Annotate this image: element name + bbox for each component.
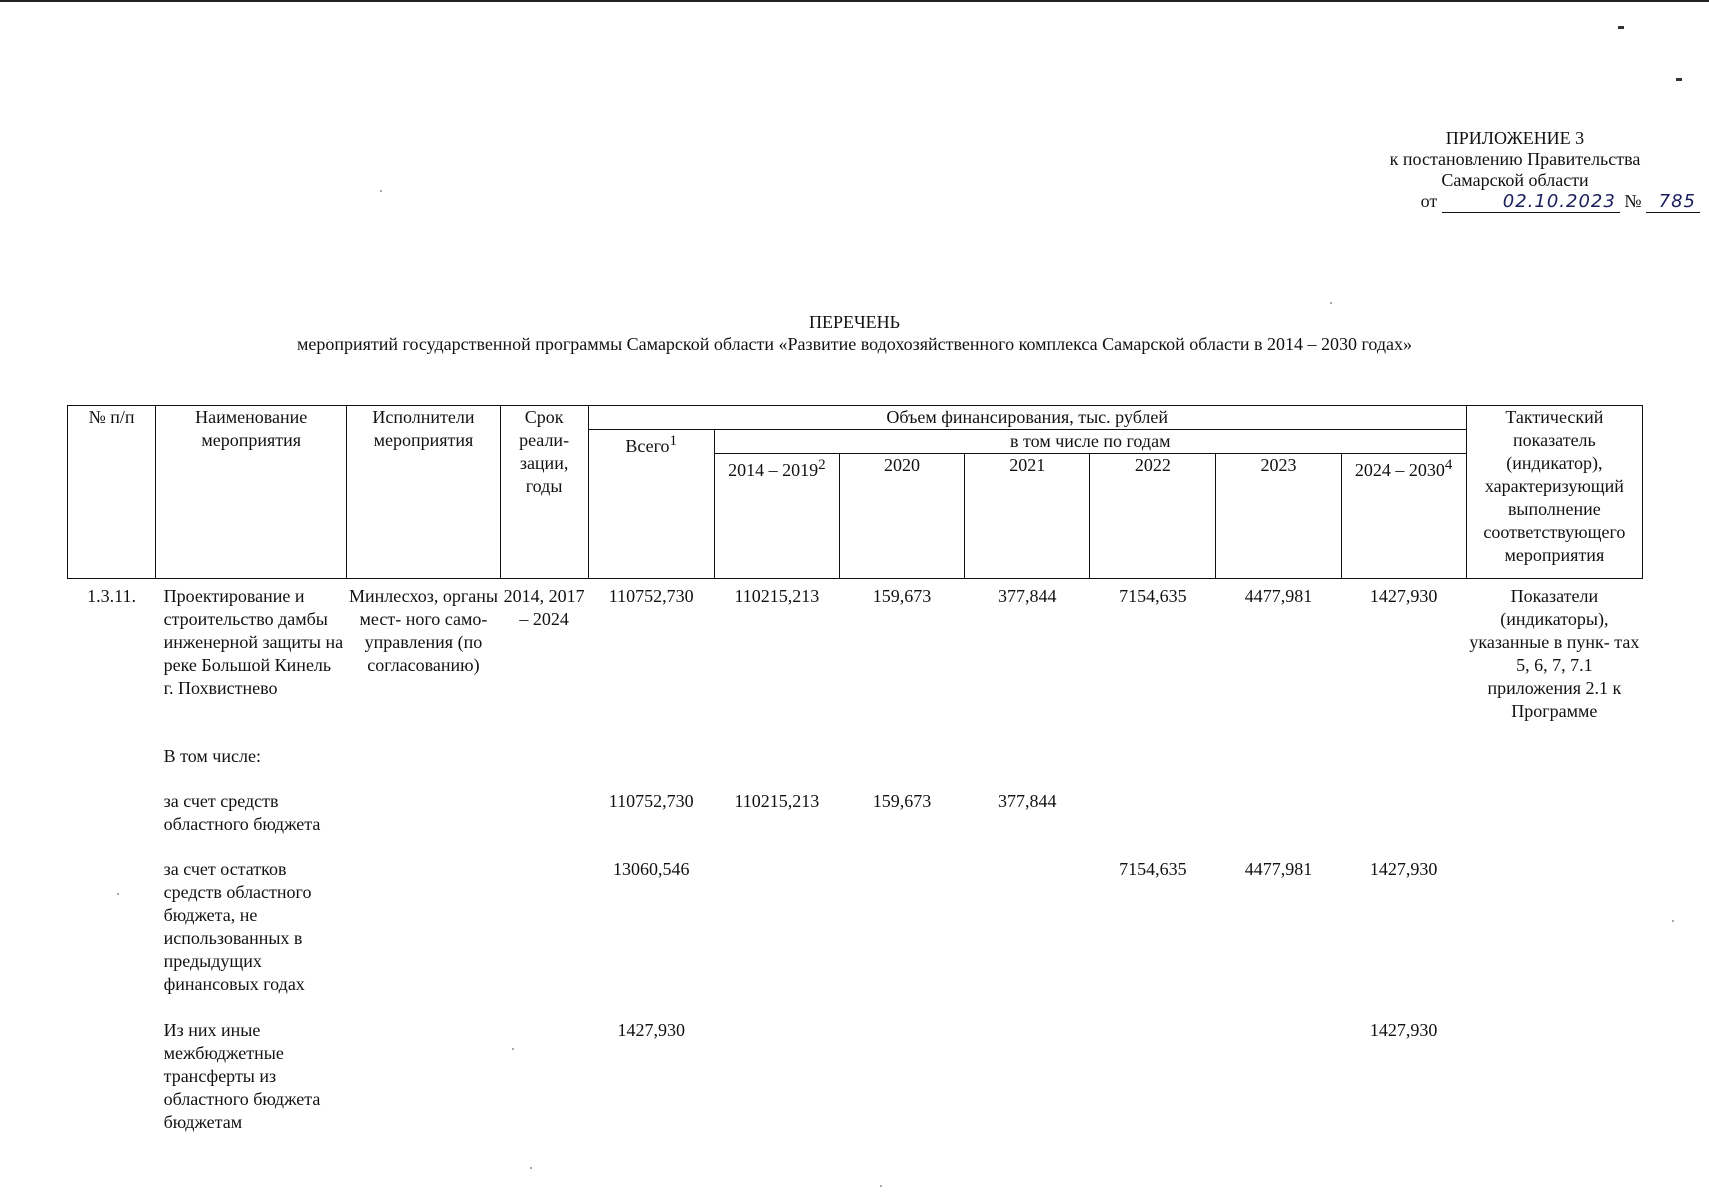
subrow-total: 13060,546 [612, 859, 690, 879]
header-term: Срок реали- зации, годы [500, 406, 588, 579]
subrow-y1 [714, 1019, 839, 1134]
subrow-y4: 7154,635 [1119, 859, 1187, 879]
header-indicator: Тактический показатель (индикатор), характеризующий выполнение соответствующего мероприятия [1466, 406, 1642, 579]
subrow-name: за счет средств областного бюджета [163, 791, 321, 834]
row-indicator: Показатели (индикаторы), указанные в пунк- тах 5, 6, 7, 7.1 приложения 2.1 к Программе [1469, 586, 1640, 721]
row-y3: 377,844 [997, 586, 1057, 606]
appendix-block [1330, 128, 1700, 213]
header-row [68, 406, 1643, 430]
row-term: 2014, 2017 – 2024 [503, 586, 585, 629]
subrow-name: Из них иные межбюджетные трансферты из областного бюджета бюджетам [163, 1020, 321, 1132]
header-year-2024-2030: 2024 – 2030$^4$ [1341, 454, 1466, 579]
subrow-y1 [714, 858, 839, 996]
subrow-y3: 377,844 [997, 791, 1057, 811]
subrow-y6: 1427,930 [1369, 1020, 1438, 1040]
footnote-2: 2 [818, 457, 826, 473]
scan-mark [1676, 78, 1682, 81]
header-year-2023: 2023 [1216, 454, 1341, 579]
title-subtitle: мероприятий государственной программы Самарской области «Развитие водохозяйственного комплекса Самарской области в 2014 – 2030 годах» [296, 334, 1413, 354]
header-year-2014-2019: 2014 – 2019$^2$ [714, 454, 839, 579]
scan-speck [1672, 920, 1674, 922]
table-row [68, 585, 1643, 723]
subrow-y2: 159,673 [872, 791, 932, 811]
from-label: от [1420, 191, 1438, 211]
handwritten-number: 785 [1658, 191, 1696, 212]
subrow-y5 [1216, 790, 1341, 836]
subrow-y2 [839, 858, 964, 996]
number-label: № [1624, 191, 1642, 211]
subrow-y5: 4477,981 [1244, 859, 1313, 879]
subrow-y6 [1341, 790, 1466, 836]
handwritten-date: 02.10.2023 [1502, 191, 1616, 212]
subrow-total: 110752,730 [608, 791, 694, 811]
header-year-2021: 2021 [965, 454, 1090, 579]
appendix-decree: к постановлению Правительства [1389, 149, 1641, 169]
header-year-2020: 2020 [839, 454, 964, 579]
subrow-y4 [1090, 1019, 1216, 1134]
header-by-years: в том числе по годам [714, 430, 1466, 454]
including-label: В том числе: [163, 746, 261, 766]
table-row [68, 790, 1643, 836]
header-total: Всего$^1$ [588, 430, 714, 579]
subrow-name: за счет остатков средств областного бюджета, не использованных в предыдущих финансовых годах [163, 859, 312, 994]
scan-speck [880, 1185, 882, 1187]
appendix-date-line [1330, 191, 1700, 213]
scan-top-border [0, 0, 1709, 2]
subrow-total: 1427,930 [617, 1020, 685, 1040]
row-y5: 4477,981 [1244, 586, 1313, 606]
appendix-title: ПРИЛОЖЕНИЕ 3 [1445, 128, 1585, 148]
header-volume: Объем финансирования, тыс. рублей [588, 406, 1466, 430]
number-field [1646, 191, 1700, 213]
document-title [0, 311, 1709, 355]
subrow-y1: 110215,213 [734, 791, 820, 811]
footnote-4: 4 [1444, 457, 1453, 473]
table-row [68, 836, 1643, 858]
header-executors: Исполнители мероприятия [347, 406, 500, 579]
appendix-region: Самарской области [1441, 170, 1589, 190]
scan-mark [1618, 26, 1624, 29]
table-row [68, 723, 1643, 768]
row-num: 1.3.11. [87, 586, 136, 606]
scan-speck [530, 1167, 532, 1169]
table-row [68, 858, 1643, 996]
scan-speck [1330, 302, 1332, 304]
table-row [68, 768, 1643, 790]
subrow-y3 [965, 1019, 1090, 1134]
row-executors: Минлесхоз, органы мест- ного само- управления (по согласованию) [348, 586, 498, 675]
table-row [68, 1019, 1643, 1134]
header-num: № п/п [68, 406, 156, 579]
date-field [1442, 191, 1620, 213]
scan-speck [380, 190, 382, 192]
subrow-y3 [965, 858, 1090, 996]
subrow-y6: 1427,930 [1369, 859, 1438, 879]
row-y4: 7154,635 [1119, 586, 1187, 606]
row-y1: 110215,213 [734, 586, 820, 606]
header-name: Наименование мероприятия [156, 406, 347, 579]
header-year-2022: 2022 [1090, 454, 1216, 579]
table-row [68, 996, 1643, 1019]
title-heading: ПЕРЕЧЕНЬ [808, 312, 901, 332]
row-y6: 1427,930 [1369, 586, 1438, 606]
measures-table [67, 405, 1643, 1134]
row-y2: 159,673 [872, 586, 932, 606]
row-name: Проектирование и строительство дамбы инженерной защиты на реке Большой Кинель г. Похвистнево [163, 586, 344, 698]
footnote-1: 1 [669, 433, 678, 449]
subrow-y5 [1216, 1019, 1341, 1134]
subrow-y4 [1090, 790, 1216, 836]
row-total: 110752,730 [608, 586, 694, 606]
subrow-y2 [839, 1019, 964, 1134]
